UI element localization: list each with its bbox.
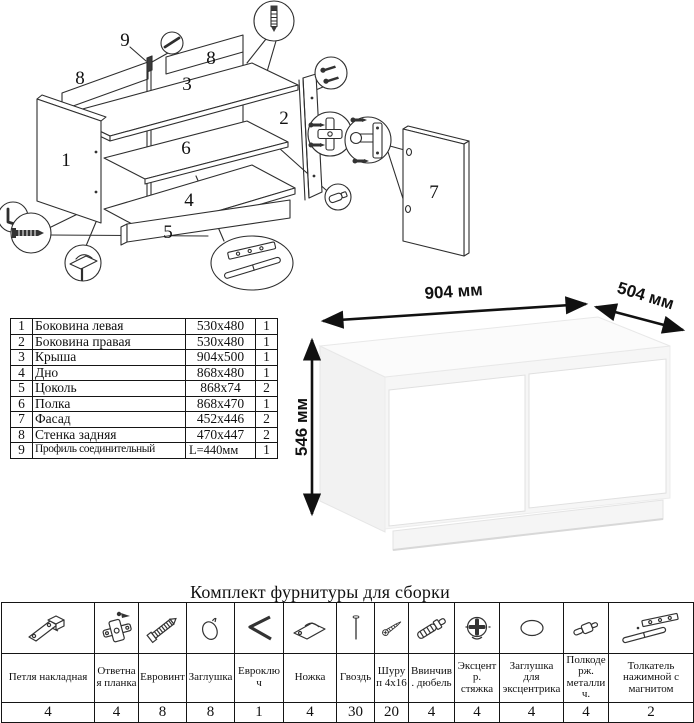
part-label-9: 9 bbox=[120, 30, 130, 51]
part-label-3: 3 bbox=[182, 74, 192, 95]
hardware-kit-title: Комплект фурнитуры для сборки bbox=[190, 582, 450, 602]
parts-table-row bbox=[11, 443, 278, 459]
part-name: Профиль соединительный bbox=[33, 443, 186, 459]
detail-nail-circle bbox=[161, 32, 183, 54]
cabinet-door-left bbox=[389, 375, 525, 526]
detail-hinge-circle bbox=[345, 117, 391, 164]
part-name: Крыша bbox=[33, 350, 186, 366]
cap-icon bbox=[189, 606, 233, 650]
part-name: Полка bbox=[33, 396, 186, 412]
part-label-8-left: 8 bbox=[75, 68, 85, 89]
hardware-item-qty: 2 bbox=[609, 702, 694, 722]
part-size: 868x470 bbox=[186, 396, 256, 412]
hardware-icon-cell bbox=[337, 603, 375, 654]
part-qty: 1 bbox=[256, 443, 278, 459]
part-name: Цоколь bbox=[33, 381, 186, 397]
foot-icon bbox=[288, 606, 332, 650]
part-label-6: 6 bbox=[181, 138, 191, 159]
part-qty: 1 bbox=[256, 350, 278, 366]
nail-icon bbox=[338, 606, 374, 650]
parts-table-row bbox=[11, 381, 278, 397]
hardware-item-qty: 4 bbox=[95, 702, 139, 722]
hardware-icon-cell bbox=[187, 603, 235, 654]
part-name: Боковина левая bbox=[33, 319, 186, 335]
part-size: 530x480 bbox=[186, 319, 256, 335]
part-size: 452x446 bbox=[186, 412, 256, 428]
part-qty: 1 bbox=[256, 334, 278, 350]
hardware-icon-cell bbox=[235, 603, 284, 654]
cabinet-dimension-drawing bbox=[290, 278, 694, 583]
shelf-pin-icon bbox=[564, 606, 608, 650]
part-number: 5 bbox=[11, 381, 33, 397]
cabinet-render bbox=[320, 317, 670, 550]
hardware-icon-cell bbox=[564, 603, 609, 654]
part-number: 7 bbox=[11, 412, 33, 428]
cabinet-door-right bbox=[529, 359, 666, 508]
part-number: 2 bbox=[11, 334, 33, 350]
cabinet-left-face bbox=[320, 346, 385, 532]
hardware-quantities-row bbox=[2, 702, 694, 722]
hardware-icon-cell bbox=[409, 603, 455, 654]
hardware-item-qty: 8 bbox=[187, 702, 235, 722]
part-label-4: 4 bbox=[184, 190, 194, 211]
part-label-7: 7 bbox=[429, 182, 439, 203]
hardware-kit-table bbox=[1, 602, 694, 723]
hardware-item-name: Гвоздь bbox=[337, 654, 375, 703]
hardware-icon-cell bbox=[455, 603, 500, 654]
part-qty: 2 bbox=[256, 412, 278, 428]
hardware-item-qty: 1 bbox=[235, 702, 284, 722]
hardware-item-name: Заглушка для эксцентрика bbox=[500, 654, 564, 703]
detail-dowel-circle bbox=[325, 184, 351, 210]
hardware-icon-cell bbox=[500, 603, 564, 654]
hex-key-icon bbox=[237, 606, 281, 650]
part-number: 8 bbox=[11, 427, 33, 443]
part-number: 6 bbox=[11, 396, 33, 412]
part-label-2: 2 bbox=[279, 108, 289, 129]
part-size: 904x500 bbox=[186, 350, 256, 366]
hardware-item-qty: 4 bbox=[409, 702, 455, 722]
hardware-icon-cell bbox=[375, 603, 409, 654]
parts-table-row bbox=[11, 319, 278, 335]
parts-table bbox=[10, 318, 278, 459]
part-number: 1 bbox=[11, 319, 33, 335]
hardware-item-qty: 8 bbox=[139, 702, 187, 722]
hardware-item-qty: 4 bbox=[284, 702, 337, 722]
screw-dowel-icon bbox=[410, 606, 454, 650]
cam-cap-icon bbox=[510, 606, 554, 650]
hardware-item-qty: 4 bbox=[500, 702, 564, 722]
hardware-labels-row bbox=[2, 654, 694, 703]
screw-icon bbox=[376, 606, 408, 650]
parts-table-row bbox=[11, 396, 278, 412]
parts-table-row bbox=[11, 365, 278, 381]
part-size: 868x74 bbox=[186, 381, 256, 397]
part-qty: 1 bbox=[256, 396, 278, 412]
hardware-icons-row bbox=[2, 603, 694, 654]
part-label-5: 5 bbox=[163, 222, 173, 243]
part-qty: 1 bbox=[256, 365, 278, 381]
detail-foot-circle bbox=[65, 245, 101, 281]
detail-euro-screw-circle bbox=[254, 1, 294, 41]
parts-table-row bbox=[11, 334, 278, 350]
part-size: L=440мм bbox=[186, 443, 256, 459]
hardware-item-name: Полкодерж. металлич. bbox=[564, 654, 609, 703]
detail-push-latch-circle bbox=[211, 236, 293, 290]
hardware-item-name: Петля накладная bbox=[2, 654, 95, 703]
parts-table-row bbox=[11, 350, 278, 366]
exploded-view-diagram bbox=[0, 0, 694, 310]
hinge-icon bbox=[26, 606, 70, 650]
part-qty: 2 bbox=[256, 427, 278, 443]
hardware-item-qty: 30 bbox=[337, 702, 375, 722]
part-number: 3 bbox=[11, 350, 33, 366]
hardware-item-name: Ножка bbox=[284, 654, 337, 703]
hardware-item-name: Евровинт bbox=[139, 654, 187, 703]
parts-table-row bbox=[11, 412, 278, 428]
hardware-item-qty: 20 bbox=[375, 702, 409, 722]
detail-euro-screw-horizontal-circle bbox=[11, 213, 51, 253]
detail-screws-circle bbox=[315, 57, 347, 89]
part-number: 4 bbox=[11, 365, 33, 381]
part-name: Стенка задняя bbox=[33, 427, 186, 443]
height-dimension-label: 546 мм bbox=[292, 397, 311, 457]
euro-screw-icon bbox=[141, 606, 185, 650]
part-name: Дно bbox=[33, 365, 186, 381]
hardware-item-name: Евроключ bbox=[235, 654, 284, 703]
hardware-item-qty: 4 bbox=[564, 702, 609, 722]
hardware-item-name: Ответная планка bbox=[95, 654, 139, 703]
push-latch-icon bbox=[616, 606, 686, 650]
hardware-icon-cell bbox=[139, 603, 187, 654]
part-size: 868x480 bbox=[186, 365, 256, 381]
hardware-icon-cell bbox=[609, 603, 694, 654]
hardware-item-name: Эксцентр. стяжка bbox=[455, 654, 500, 703]
hardware-item-qty: 4 bbox=[2, 702, 95, 722]
hardware-item-name: Шуруп 4x16 bbox=[375, 654, 409, 703]
hardware-item-name: Ввинчив. дюбель bbox=[409, 654, 455, 703]
hardware-item-name: Заглушка bbox=[187, 654, 235, 703]
part-number: 9 bbox=[11, 443, 33, 459]
hardware-item-name: Толкатель нажимной с магнитом bbox=[609, 654, 694, 703]
part-size: 530x480 bbox=[186, 334, 256, 350]
part-label-1: 1 bbox=[61, 150, 71, 171]
hardware-item-qty: 4 bbox=[455, 702, 500, 722]
mounting-plate-icon bbox=[95, 606, 139, 650]
part-size: 470x447 bbox=[186, 427, 256, 443]
width-dimension-arrow bbox=[323, 304, 586, 321]
hardware-icon-cell bbox=[2, 603, 95, 654]
part-qty: 2 bbox=[256, 381, 278, 397]
hardware-icon-cell bbox=[284, 603, 337, 654]
hardware-icon-cell bbox=[95, 603, 139, 654]
part-side-panel-left bbox=[37, 95, 106, 223]
part-label-8-right: 8 bbox=[206, 48, 216, 69]
cam-lock-icon bbox=[455, 606, 499, 650]
width-dimension-label: 904 мм bbox=[423, 280, 484, 304]
parts-table-row bbox=[11, 427, 278, 443]
part-qty: 1 bbox=[256, 319, 278, 335]
part-name: Фасад bbox=[33, 412, 186, 428]
part-name: Боковина правая bbox=[33, 334, 186, 350]
depth-dimension-label: 504 мм bbox=[614, 278, 677, 314]
